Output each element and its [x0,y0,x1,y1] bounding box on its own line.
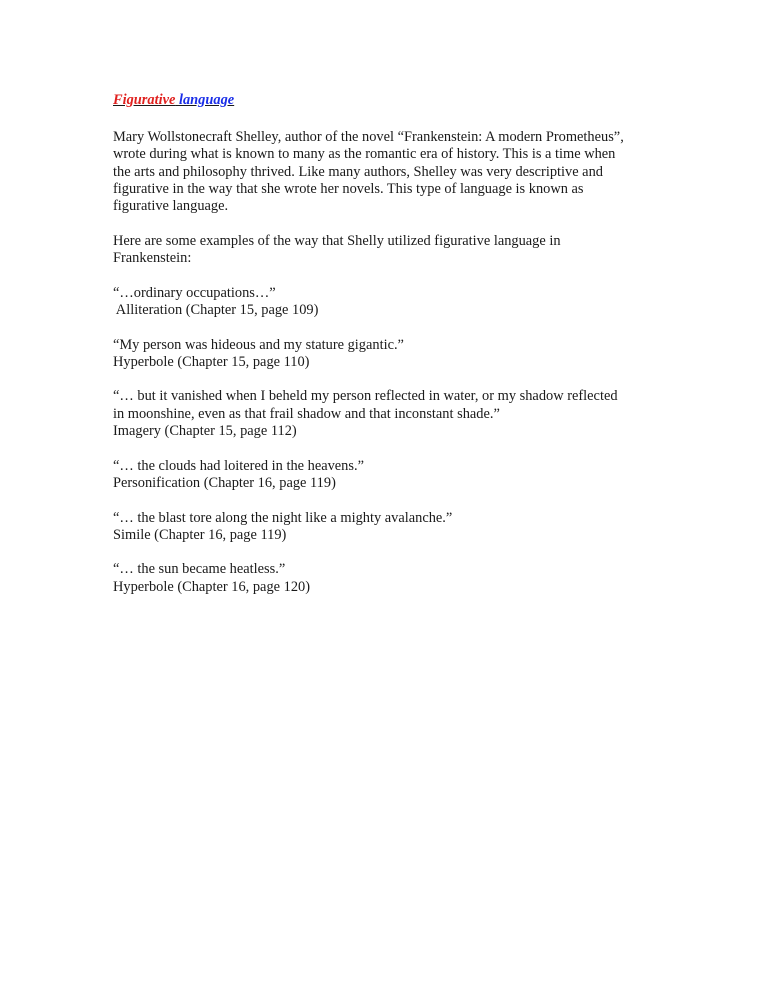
example-reference: Simile (Chapter 16, page 119) [113,526,287,543]
example-reference: Alliteration (Chapter 15, page 109) [113,301,319,318]
example-alliteration [113,285,658,320]
title-word-figurative: Figurative [113,92,176,108]
example-quote: “… but it vanished when I beheld my person reflected in water, or my shadow reflected [113,388,618,405]
lead-line: Frankenstein: [113,250,192,267]
example-reference: Hyperbole (Chapter 15, page 110) [113,353,310,370]
intro-paragraph [113,129,658,215]
example-simile [113,510,658,545]
example-reference: Personification (Chapter 16, page 119) [113,474,336,491]
intro-line: Mary Wollstonecraft Shelley, author of the novel “Frankenstein: A modern Prometheus”, [113,129,624,145]
page-title [113,88,658,112]
intro-line: wrote during what is known to many as the romantic era of history. This is a time when [113,146,616,163]
example-quote: “… the sun became heatless.” [113,561,286,578]
lead-paragraph [113,233,658,268]
intro-line: the arts and philosophy thrived. Like many authors, Shelley was very descriptive and [113,163,603,180]
example-imagery [113,388,658,440]
example-hyperbole-2 [113,561,658,596]
example-personification [113,458,658,493]
document-page [113,88,658,613]
example-quote: “My person was hideous and my stature gigantic.” [113,336,404,353]
title-word-language: language [178,92,235,108]
example-quote: “…ordinary occupations…” [113,284,276,301]
example-reference: Imagery (Chapter 15, page 112) [113,423,297,440]
example-hyperbole-1 [113,337,658,372]
lead-line: Here are some examples of the way that Shelly utilized figurative language in [113,232,561,249]
example-quote: “… the blast tore along the night like a mighty avalanche.” [113,509,453,526]
intro-line: figurative in the way that she wrote her novels. This type of language is known as [113,180,584,197]
example-reference: Hyperbole (Chapter 16, page 120) [113,578,311,595]
example-quote: “… the clouds had loitered in the heavens.” [113,457,364,474]
intro-line: figurative language. [113,198,229,215]
example-quote: in moonshine, even as that frail shadow and that inconstant shade.” [113,405,500,422]
